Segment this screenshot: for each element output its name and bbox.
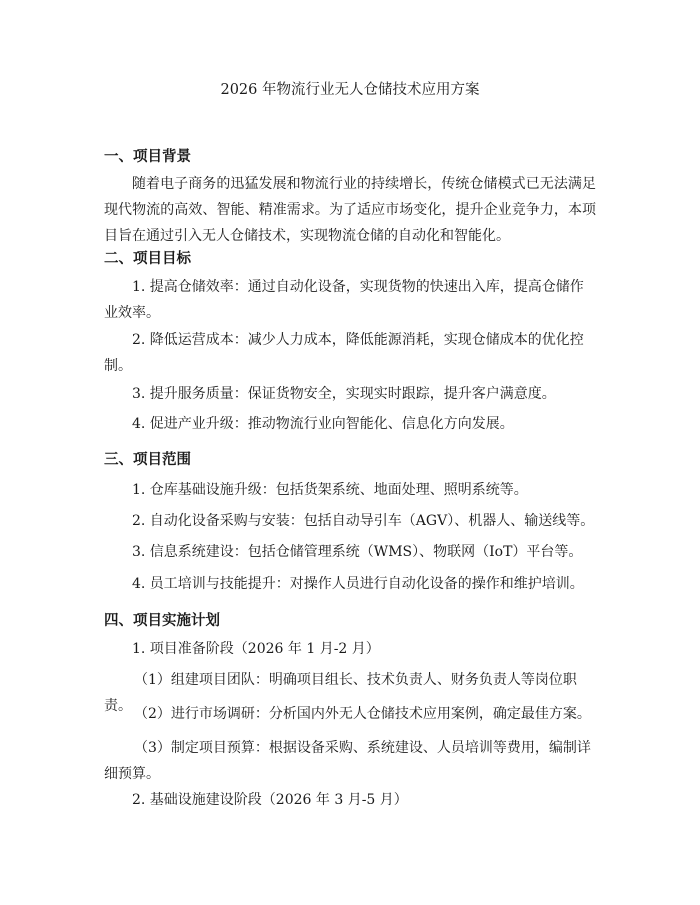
section-heading-background: 一、项目背景 <box>104 149 191 165</box>
scope-item-3: 3. 信息系统建设：包括仓储管理系统（WMS）、物联网（IoT）平台等。 <box>132 544 583 560</box>
plan-phase-2: 2. 基础设施建设阶段（2026 年 3 月-5 月） <box>132 792 408 808</box>
goal-item-2: 2. 降低运营成本：减少人力成本，降低能源消耗，实现仓储成本的优化控制。 <box>104 332 584 374</box>
plan-subitem-3: （3）制定项目预算：根据设备采购、系统建设、人员培训等费用，编制详细预算。 <box>104 740 591 782</box>
section-heading-scope: 三、项目范围 <box>104 452 191 468</box>
plan-subitem-2: （2）进行市场调研：分析国内外无人仓储技术应用案例，确定最佳方案。 <box>134 706 591 722</box>
scope-item-1: 1. 仓库基础设施升级：包括货架系统、地面处理、照明系统等。 <box>132 482 528 498</box>
document-title: 2026 年物流行业无人仓储技术应用方案 <box>220 82 480 98</box>
section-heading-goals: 二、项目目标 <box>104 251 191 267</box>
goal-item-3: 3. 提升服务质量：保证货物安全，实现实时跟踪，提升客户满意度。 <box>132 386 556 402</box>
goal-item-4: 4. 促进产业升级：推动物流行业向智能化、信息化方向发展。 <box>132 416 514 432</box>
plan-subitem-1: （1）组建项目团队：明确项目组长、技术负责人、财务负责人等岗位职责。 <box>104 672 577 714</box>
scope-item-2: 2. 自动化设备采购与安装：包括自动导引车（AGV）、机器人、输送线等。 <box>132 513 595 529</box>
goal-item-1: 1. 提高仓储效率：通过自动化设备，实现货物的快速出入库，提高仓储作业效率。 <box>104 279 584 321</box>
scope-item-4: 4. 员工培训与技能提升：对操作人员进行自动化设备的操作和维护培训。 <box>132 576 584 592</box>
background-paragraph: 随着电子商务的迅猛发展和物流行业的持续增长，传统仓储模式已无法满足现代物流的高效、智能、精准需求。为了适应市场变化，提升企业竞争力，本项目旨在通过引入无人仓储技术，实现物流仓储的自动化和智能化。 <box>104 176 596 244</box>
section-heading-plan: 四、项目实施计划 <box>104 613 220 629</box>
plan-phase-1: 1. 项目准备阶段（2026 年 1 月-2 月） <box>132 641 380 657</box>
